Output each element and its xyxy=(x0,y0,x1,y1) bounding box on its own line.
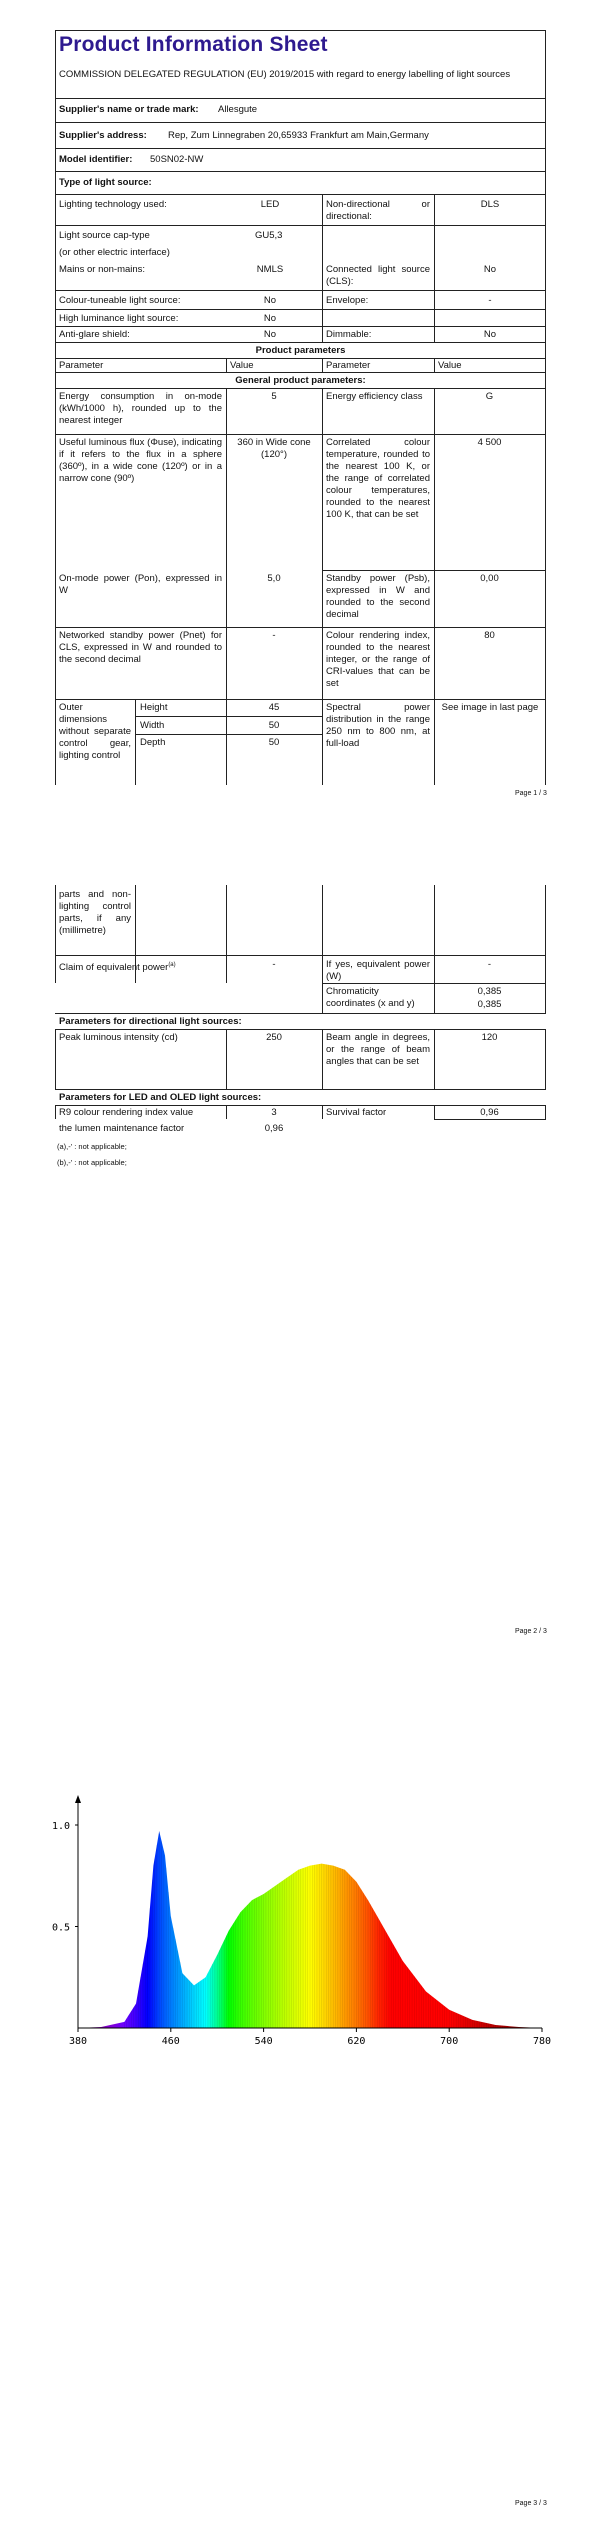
equiv-value: - xyxy=(487,959,492,970)
equiv-label: If yes, equivalent power (W) xyxy=(326,959,430,982)
chroma-x: 0,385 xyxy=(477,986,502,997)
cls-label: Connected light source (CLS): xyxy=(326,264,430,287)
page-2 xyxy=(0,800,595,1650)
dimmable-label: Dimmable: xyxy=(326,329,372,340)
general-params-title: General product parameters: xyxy=(235,375,366,386)
tech-label: Lighting technology used: xyxy=(59,199,167,210)
supplier-address-value: Rep, Zum Linnegraben 20,65933 Frankfurt am Main,Germany xyxy=(168,130,429,141)
standby-label: Standby power (Psb), expressed in W and rounded to the second decimal xyxy=(326,573,430,620)
tech-value: LED xyxy=(260,199,280,210)
model-value: 50SN02-NW xyxy=(150,154,204,165)
page-1 xyxy=(0,0,595,800)
outer-dim-label-cont: parts and non-lighting control parts, if any (millimetre) xyxy=(59,889,131,936)
dimmable-value: No xyxy=(483,329,497,340)
mains-label: Mains or non-mains: xyxy=(59,264,146,275)
height-value: 45 xyxy=(268,702,280,713)
directional-params-title: Parameters for directional light sources: xyxy=(59,1016,242,1027)
x-tick-label: 380 xyxy=(68,2036,88,2047)
energy-label: Energy consumption in on-mode (kWh/1000 h), rounded up to the nearest integer xyxy=(59,391,222,426)
model-label: Model identifier: xyxy=(59,154,133,165)
x-tick-label: 460 xyxy=(161,2036,180,2047)
envelope-value: - xyxy=(488,295,492,306)
tune-label: Colour-tuneable light source: xyxy=(59,295,181,306)
page-title: Product Information Sheet xyxy=(59,33,328,56)
chroma-label: Chromaticity coordinates (x and y) xyxy=(326,986,415,1009)
cct-label: Correlated colour temperature, rounded to the nearest 100 K, or the range of correlated colour temperatures, rounded to the nearest 100 K, that can be set xyxy=(326,437,430,520)
col-value-2: Value xyxy=(438,360,462,371)
onmode-label: On-mode power (Pon), expressed in W xyxy=(59,573,222,596)
cap-label: Light source cap-type xyxy=(59,230,150,241)
mains-value: NMLS xyxy=(256,264,284,275)
outer-dim-label: Outer dimensions without separate control gear, lighting control xyxy=(59,702,131,761)
cri-value: 80 xyxy=(484,630,495,641)
footnote-a: (a),-' : not applicable; xyxy=(57,1142,127,1151)
survival-value: 0,96 xyxy=(480,1107,499,1118)
lumen-label: the lumen maintenance factor xyxy=(59,1123,185,1134)
width-value: 50 xyxy=(268,720,280,731)
beam-label: Beam angle in degrees, or the range of beam angles that can be set xyxy=(326,1032,430,1067)
envelope-label: Envelope: xyxy=(326,295,369,306)
highlum-value: No xyxy=(263,313,277,324)
netsb-value: - xyxy=(272,630,276,641)
highlum-label: High luminance light source: xyxy=(59,313,179,324)
x-tick-label: 540 xyxy=(254,2036,273,2047)
footnote-b: (b),-' : not applicable; xyxy=(57,1158,127,1167)
netsb-label: Networked standby power (Pnet) for CLS, expressed in W and rounded to the second decimal xyxy=(59,630,222,665)
x-tick-label: 620 xyxy=(347,2036,366,2047)
spd-label: Spectral power distribution in the range 250 nm to 800 nm, at full-load xyxy=(326,702,430,749)
col-parameter: Parameter xyxy=(59,360,104,371)
y-tick-label: 1.0 xyxy=(51,1821,70,1832)
col-parameter-2: Parameter xyxy=(326,360,371,371)
eff-label: Energy efficiency class xyxy=(326,391,423,402)
x-tick-label: 700 xyxy=(440,2036,459,2047)
r9-value: 3 xyxy=(271,1107,277,1118)
directional-label: Non-directional or directional: xyxy=(326,199,430,222)
flux-value: 360 in Wide cone (120°) xyxy=(237,437,311,460)
peak-label: Peak luminous intensity (cd) xyxy=(59,1032,178,1043)
col-value: Value xyxy=(230,360,254,371)
width-label: Width xyxy=(140,720,165,731)
tune-value: No xyxy=(263,295,277,306)
eff-value: G xyxy=(485,391,494,402)
spectral-distribution-chart xyxy=(0,1785,595,2085)
x-tick-label: 780 xyxy=(532,2036,552,2047)
energy-value: 5 xyxy=(271,391,277,402)
onmode-value: 5,0 xyxy=(267,573,281,584)
page-number-2: Page 2 / 3 xyxy=(515,1628,547,1635)
chroma-y: 0,385 xyxy=(477,999,502,1010)
page-3 xyxy=(0,1650,595,2525)
y-axis-arrow xyxy=(75,1795,81,1803)
supplier-name-label: Supplier's name or trade mark: xyxy=(59,104,199,115)
led-params-title: Parameters for LED and OLED light sources: xyxy=(59,1092,262,1103)
depth-value: 50 xyxy=(268,737,280,748)
cap-value: GU5,3 xyxy=(255,230,283,241)
beam-value: 120 xyxy=(481,1032,498,1043)
depth-label: Depth xyxy=(140,737,166,748)
height-label: Height xyxy=(140,702,168,713)
page-number-3: Page 3 / 3 xyxy=(515,2500,547,2507)
cri-label: Colour rendering index, rounded to the nearest integer, or the range of CRI-values that can be set xyxy=(326,630,430,689)
claim-label: Claim of equivalent power$^{(a)}$ xyxy=(59,962,176,974)
claim-value: - xyxy=(272,959,276,970)
antiglare-label: Anti-glare shield: xyxy=(59,329,130,340)
standby-value: 0,00 xyxy=(480,573,499,584)
cct-value: 4 500 xyxy=(477,437,502,448)
survival-label: Survival factor xyxy=(326,1107,387,1118)
spd-value: See image in last page xyxy=(441,702,539,713)
flux-label: Useful luminous flux (Φuse), indicating if it refers to the flux in a sphere (360º), in a wide cone (120º) or in a narrow cone (90º) xyxy=(59,437,222,484)
lumen-value: 0,96 xyxy=(264,1123,284,1134)
product-params-title: Product parameters xyxy=(255,345,346,356)
peak-value: 250 xyxy=(266,1032,282,1043)
directional-value: DLS xyxy=(480,199,500,210)
cap-note: (or other electric interface) xyxy=(59,247,170,258)
type-label: Type of light source: xyxy=(59,177,152,188)
cls-value: No xyxy=(483,264,497,275)
r9-label: R9 colour rendering index value xyxy=(59,1107,194,1118)
page-number-1: Page 1 / 3 xyxy=(515,790,547,797)
supplier-address-label: Supplier's address: xyxy=(59,130,147,141)
supplier-name-value: Allesgute xyxy=(218,104,258,115)
y-tick-label: 0.5 xyxy=(51,1922,70,1934)
antiglare-value: No xyxy=(263,329,277,340)
regulation-subtitle: COMMISSION DELEGATED REGULATION (EU) 2019/2015 with regard to energy labelling of light sources xyxy=(59,69,511,80)
